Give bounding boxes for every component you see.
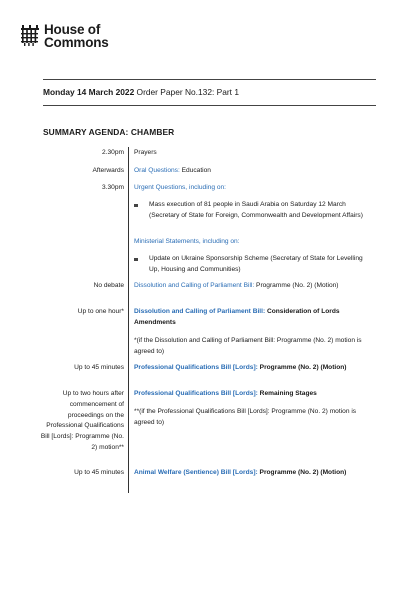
order-paper-heading <box>43 87 239 97</box>
agenda-time: Up to two hours after commencement of proceedings on the Professional Qualifications Bill [Lords]: Programme (No. 2) motion** <box>40 390 124 451</box>
section-title: SUMMARY AGENDA: CHAMBER <box>43 127 175 137</box>
agenda-time: Afterwards <box>92 167 124 174</box>
agenda-divider <box>128 147 129 493</box>
animal-welfare-bill-link[interactable]: Animal Welfare (Sentience) Bill [Lords]: <box>134 469 258 476</box>
portcullis-icon <box>20 25 40 47</box>
professional-qualifications-bill-link[interactable]: Professional Qualifications Bill [Lords]: <box>134 390 258 397</box>
agenda-time: 2.30pm <box>102 149 124 156</box>
dissolution-bill-link[interactable]: Dissolution and Calling of Parliament Bill: <box>134 282 255 289</box>
agenda-time: 3.30pm <box>102 184 124 191</box>
dissolution-bill-link[interactable]: Dissolution and Calling of Parliament Bill: <box>134 308 266 315</box>
header-bottom-rule <box>43 105 376 106</box>
agenda-item-text: Education <box>179 167 211 174</box>
order-paper-title: Order Paper No.132: Part 1 <box>134 87 239 97</box>
agenda-time: Up to one hour* <box>77 308 124 315</box>
agenda-time: Up to 45 minutes <box>74 364 124 371</box>
agenda-item-text: Consideration of Lords Amendments <box>134 308 340 326</box>
agenda-item-text: Remaining Stages <box>257 390 317 397</box>
agenda-item: Prayers <box>134 149 157 156</box>
top-rule <box>43 79 376 80</box>
logo-line-2: Commons <box>44 34 109 50</box>
bullet-text: Update on Ukraine Sponsorship Scheme (Secretary of State for Levelling Up, Housing and Communities) <box>149 255 363 273</box>
agenda-note: **(if the Professional Qualifications Bill [Lords]: Programme (No. 2) motion is agreed to) <box>134 408 357 426</box>
agenda-note: *(if the Dissolution and Calling of Parliament Bill: Programme (No. 2) motion is agreed to) <box>134 337 362 355</box>
logo-line-1: House of <box>44 22 101 37</box>
bullet-text: Mass execution of 81 people in Saudi Arabia on Saturday 12 March (Secretary of State for Foreign, Commonwealth and Development Affairs) <box>149 201 363 219</box>
agenda-item-text: Programme (No. 2) (Motion) <box>257 364 347 371</box>
bullet-icon <box>134 204 138 208</box>
ministerial-statements-link[interactable]: Ministerial Statements, including on: <box>134 238 240 245</box>
agenda-time: No debate <box>93 282 124 289</box>
agenda-item-text: Programme (No. 2) (Motion) <box>254 282 339 289</box>
house-of-commons-logo[interactable] <box>20 24 109 49</box>
bullet-icon <box>134 258 138 262</box>
oral-questions-link[interactable]: Oral Questions: <box>134 167 180 174</box>
urgent-questions-link[interactable]: Urgent Questions, including on: <box>134 184 227 191</box>
agenda-item-text: Programme (No. 2) (Motion) <box>257 469 347 476</box>
professional-qualifications-bill-link[interactable]: Professional Qualifications Bill [Lords]: <box>134 364 258 371</box>
agenda-time: Up to 45 minutes <box>74 469 124 476</box>
order-paper-date: Monday 14 March 2022 <box>43 87 135 97</box>
